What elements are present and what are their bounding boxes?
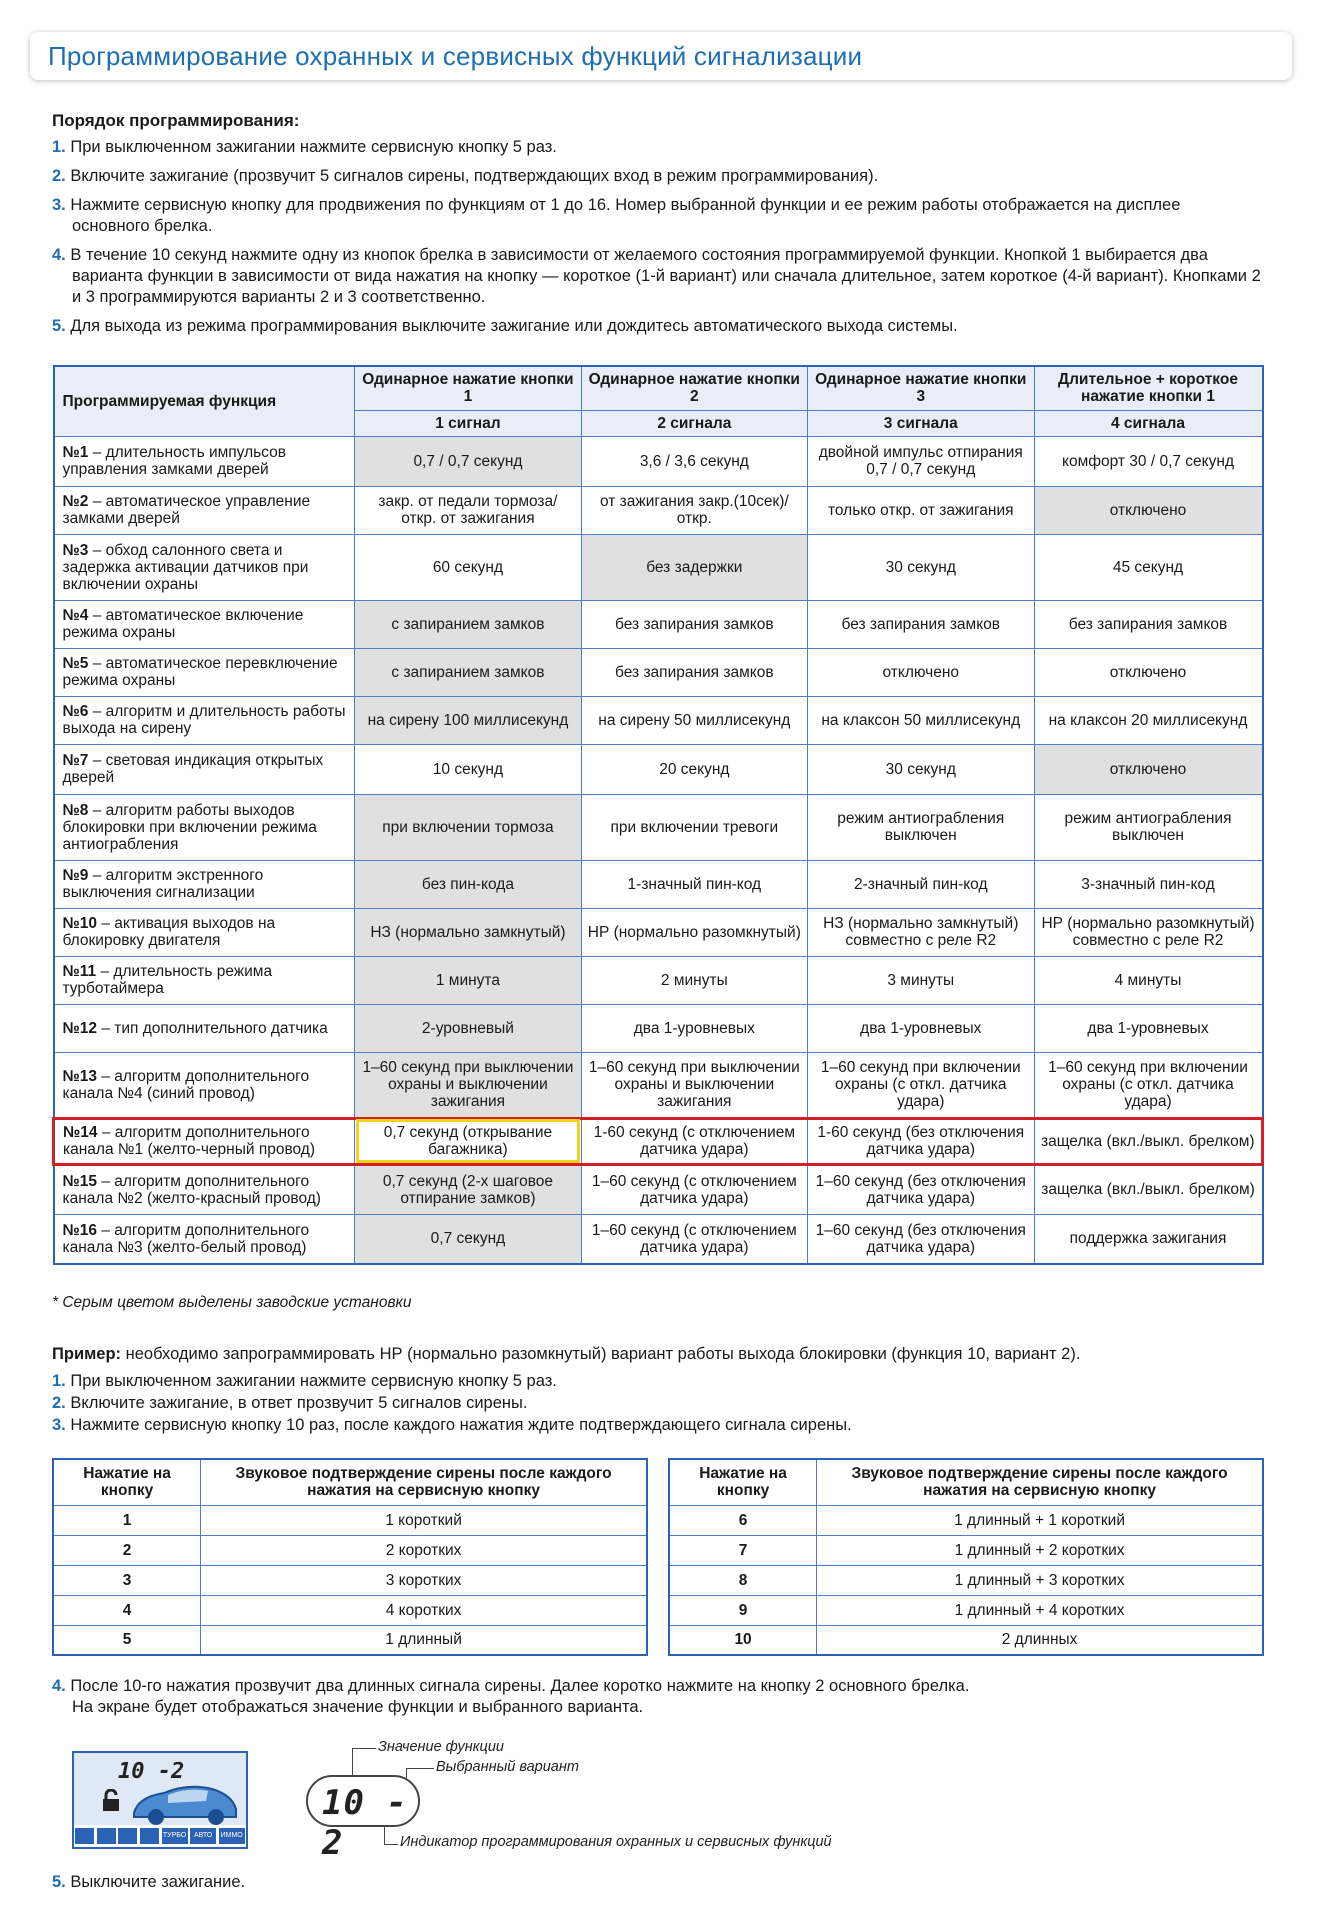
option-cell: 30 секунд — [808, 534, 1034, 600]
option-cell: без пин-кода — [355, 860, 581, 908]
functions-table — [52, 365, 1264, 1265]
option-cell: 0,7 секунд (открывание багажника) — [355, 1118, 581, 1164]
option-cell: 2-значный пин-код — [808, 860, 1034, 908]
annot-line — [384, 1826, 385, 1844]
table-row — [53, 1505, 647, 1535]
option-cell: два 1-уровневых — [1034, 1004, 1263, 1052]
step5-section — [52, 1872, 1262, 1901]
procedure-heading: Порядок программирования: — [52, 111, 300, 130]
table-row — [54, 600, 1263, 648]
annot-line — [406, 1768, 434, 1769]
press-count: 6 — [669, 1505, 817, 1535]
option-cell: 3 минуты — [808, 956, 1034, 1004]
table-row — [53, 1625, 647, 1655]
fn-header: Программируемая функция — [54, 366, 355, 436]
signal-header: 2 сигнала — [581, 410, 807, 436]
procedure-step: 5. Для выхода из режима программирования выключите зажигание или дождитесь автоматического выхода системы. — [52, 317, 958, 335]
table-row — [54, 744, 1263, 794]
function-name — [54, 908, 355, 956]
wrench-icon — [118, 1828, 137, 1844]
table-row — [53, 1535, 647, 1565]
option-cell: на клаксон 20 миллисекунд — [1034, 696, 1263, 744]
option-cell: с запиранием замков — [355, 648, 581, 696]
sound-confirmation: 1 длинный + 1 короткий — [817, 1505, 1263, 1535]
option-cell: на сирену 100 миллисекунд — [355, 696, 581, 744]
option-cell: закр. от педали тормоза/ откр. от зажигания — [355, 486, 581, 534]
option-cell: поддержка зажигания — [1034, 1214, 1263, 1264]
option-cell: отключено — [1034, 744, 1263, 794]
press-count: 4 — [53, 1595, 201, 1625]
option-cell: с запиранием замков — [355, 600, 581, 648]
function-name — [54, 1052, 355, 1118]
option-cell: 1–60 секунд (без отключения датчика удара) — [808, 1164, 1034, 1214]
sound-confirmation: 2 длинных — [817, 1625, 1263, 1655]
table-row — [54, 1052, 1263, 1118]
example-intro: Пример: необходимо запрограммировать НР (нормально разомкнутый) вариант работы выхода блокировки (функция 10, вариант 2). — [52, 1345, 1081, 1363]
table-row — [669, 1625, 1263, 1655]
function-number: №3 — [62, 541, 89, 559]
page-title-bar — [30, 32, 1292, 80]
option-cell: без запирания замков — [581, 600, 807, 648]
option-cell: двойной импульс отпирания 0,7 / 0,7 секунд — [808, 436, 1034, 486]
sound-confirmation: 3 коротких — [201, 1565, 647, 1595]
table-row — [54, 1164, 1263, 1214]
press-header: Нажатие на кнопку — [53, 1459, 201, 1505]
lock-icon — [100, 1789, 122, 1813]
example-step: 3. Нажмите сервисную кнопку 10 раз, после каждого нажатия ждите подтверждающего сигнала сирены. — [52, 1416, 852, 1434]
press-table-right — [668, 1458, 1264, 1656]
option-cell: при включении тревоги — [581, 794, 807, 860]
sound-confirmation: 1 длинный + 3 коротких — [817, 1565, 1263, 1595]
function-number: №15 — [62, 1172, 98, 1190]
press-count: 3 — [53, 1565, 201, 1595]
option-cell: НЗ (нормально замкнутый) — [355, 908, 581, 956]
function-number: №4 — [62, 607, 89, 624]
annot-line — [352, 1748, 353, 1776]
sound-confirmation: 1 длинный + 2 коротких — [817, 1535, 1263, 1565]
option-cell: 10 секунд — [355, 744, 581, 794]
function-label: – алгоритм дополнительного канала №1 (желто-черный провод) — [63, 1124, 315, 1158]
example-step: 1. При выключенном зажигании нажмите сервисную кнопку 5 раз. — [52, 1372, 557, 1390]
function-label: – автоматическое перевключение режима охраны — [62, 655, 338, 689]
option-cell: на сирену 50 миллисекунд — [581, 696, 807, 744]
table-row — [54, 486, 1263, 534]
option-cell: 1-значный пин-код — [581, 860, 807, 908]
example-step-5: 5. Выключите зажигание. — [52, 1873, 246, 1891]
option-cell: отключено — [808, 648, 1034, 696]
procedure-step: 3. Нажмите сервисную кнопку для продвижения по функциям от 1 до 16. Номер выбранной функции и ее режим работы отображается на дисплее основного брелка. — [52, 196, 1181, 235]
function-name — [54, 956, 355, 1004]
table-row — [669, 1595, 1263, 1625]
option-cell: 2 минуты — [581, 956, 807, 1004]
table-row — [54, 908, 1263, 956]
example-section — [52, 1344, 1262, 1437]
option-cell: 1-60 секунд (без отключения датчика удара) — [808, 1118, 1034, 1164]
function-number: №11 — [62, 963, 97, 980]
page-title: Программирование охранных и сервисных функций сигнализации — [48, 40, 863, 71]
function-label: – автоматическое управление замками дверей — [62, 493, 311, 527]
option-cell: НР (нормально разомкнутый) — [581, 908, 807, 956]
keyfob-display — [72, 1751, 248, 1849]
function-number: №10 — [62, 915, 98, 932]
function-label: – алгоритм дополнительного канала №3 (желто-белый провод) — [62, 1221, 310, 1256]
sound-confirmation: 1 короткий — [201, 1505, 647, 1535]
sound-confirmation: 2 коротких — [201, 1535, 647, 1565]
function-label: – алгоритм дополнительного канала №4 (синий провод) — [62, 1067, 310, 1102]
annot-variant: Выбранный вариант — [436, 1759, 579, 1775]
function-label: – автоматическое включение режима охраны — [62, 607, 304, 641]
option-cell: только откр. от зажигания — [808, 486, 1034, 534]
col-header: Одинарное нажатие кнопки 3 — [808, 366, 1034, 410]
sound-confirmation: 4 коротких — [201, 1595, 647, 1625]
option-cell: без запирания замков — [1034, 600, 1263, 648]
lock-small-icon — [97, 1828, 116, 1844]
option-cell: 0,7 секунд (2-х шаговое отпирание замков) — [355, 1164, 581, 1214]
table-row — [54, 1118, 1263, 1164]
procedure-section — [52, 110, 1262, 345]
option-cell: два 1-уровневых — [808, 1004, 1034, 1052]
option-cell: 1–60 секунд (без отключения датчика удара) — [808, 1214, 1034, 1264]
press-header: Нажатие на кнопку — [669, 1459, 817, 1505]
function-number: №1 — [62, 444, 89, 461]
function-name — [54, 1164, 355, 1214]
table-row — [53, 1595, 647, 1625]
option-cell: 45 секунд — [1034, 534, 1263, 600]
sound-header: Звуковое подтверждение сирены после каждого нажатия на сервисную кнопку — [201, 1459, 647, 1505]
auto-indicator: АВТО — [190, 1828, 216, 1844]
signal-header: 4 сигнала — [1034, 410, 1263, 436]
function-name — [54, 534, 355, 600]
door-icon — [140, 1828, 159, 1844]
option-cell: 3-значный пин-код — [1034, 860, 1263, 908]
function-label: – активация выходов на блокировку двигателя — [62, 915, 276, 949]
annot-line — [406, 1768, 407, 1778]
option-cell: два 1-уровневых — [581, 1004, 807, 1052]
table-row — [54, 1214, 1263, 1264]
press-count: 1 — [53, 1505, 201, 1535]
table-row — [54, 534, 1263, 600]
function-number: №14 — [63, 1124, 98, 1141]
press-count: 7 — [669, 1535, 817, 1565]
table-row — [669, 1535, 1263, 1565]
tools-icon — [75, 1828, 94, 1844]
example-step: 2. Включите зажигание, в ответ прозвучит 5 сигналов сирены. — [52, 1394, 528, 1412]
option-cell: 1 минута — [355, 956, 581, 1004]
table-row — [54, 696, 1263, 744]
option-cell: 1–60 секунд (с отключением датчика удара) — [581, 1164, 807, 1214]
function-label: – алгоритм экстренного выключения сигнализации — [62, 867, 264, 901]
annot-function: Значение функции — [378, 1739, 504, 1755]
sound-confirmation: 1 длинный — [201, 1625, 647, 1655]
function-name — [54, 600, 355, 648]
option-cell: 30 секунд — [808, 744, 1034, 794]
option-cell: отключено — [1034, 486, 1263, 534]
function-number: №13 — [62, 1067, 98, 1085]
table-row — [669, 1505, 1263, 1535]
option-cell: 0,7 секунд — [355, 1214, 581, 1264]
press-count: 8 — [669, 1565, 817, 1595]
annot-line — [352, 1748, 376, 1749]
table-row — [54, 794, 1263, 860]
press-count: 10 — [669, 1625, 817, 1655]
function-name — [54, 860, 355, 908]
function-number: №6 — [62, 703, 89, 720]
example-step-4: 4. После 10-го нажатия прозвучит два длинных сигнала сирены. Далее коротко нажмите на кнопку 2 основного брелка. На экране будет отображаться значение функции и выбранного варианта. — [52, 1677, 970, 1716]
option-cell: 1–60 секунд при выключении охраны и выключении зажигания — [355, 1052, 581, 1118]
table-row — [669, 1565, 1263, 1595]
table-row — [53, 1565, 647, 1595]
option-cell: режим антиограбления выключен — [1034, 794, 1263, 860]
table-row — [54, 648, 1263, 696]
sound-confirmation: 1 длинный + 4 коротких — [817, 1595, 1263, 1625]
function-number: №9 — [62, 867, 89, 884]
function-label: – алгоритм работы выходов блокировки при включении режима антиограбления — [62, 801, 317, 853]
table-row — [54, 956, 1263, 1004]
option-cell: режим антиограбления выключен — [808, 794, 1034, 860]
option-cell: комфорт 30 / 0,7 секунд — [1034, 436, 1263, 486]
procedure-step: 4. В течение 10 секунд нажмите одну из кнопок брелка в зависимости от желаемого состояния программируемой функции. Кнопкой 1 выбирается два варианта функции в зависимости от вида нажатия на кнопку — короткое (1-й вариант) или сначала длительное, затем короткое (4-й вариант). Кнопками 2 и 3 программируются варианты 2 и 3 соответственно. — [52, 246, 1261, 306]
option-cell: без запирания замков — [581, 648, 807, 696]
table-row — [54, 860, 1263, 908]
option-cell: без запирания замков — [808, 600, 1034, 648]
option-cell: 1–60 секунд (с отключением датчика удара) — [581, 1214, 807, 1264]
function-label: – обход салонного света и задержка активации датчиков при включении охраны — [62, 541, 309, 593]
function-number: №16 — [62, 1221, 98, 1239]
function-name — [54, 696, 355, 744]
function-label: – алгоритм и длительность работы выхода на сирену — [62, 703, 346, 737]
function-name — [54, 486, 355, 534]
option-cell: 3,6 / 3,6 секунд — [581, 436, 807, 486]
immo-indicator: ИММО — [219, 1828, 245, 1844]
option-cell: 60 секунд — [355, 534, 581, 600]
footnote: * Серым цветом выделены заводские установки — [52, 1294, 412, 1311]
function-number: №2 — [62, 493, 89, 510]
press-count: 9 — [669, 1595, 817, 1625]
press-count: 2 — [53, 1535, 201, 1565]
display-digits: 10 -2 — [118, 1759, 185, 1784]
signal-header: 3 сигнала — [808, 410, 1034, 436]
function-label: – алгоритм дополнительного канала №2 (желто-красный провод) — [62, 1172, 321, 1207]
step4-section — [52, 1676, 1262, 1720]
function-number: №7 — [62, 752, 89, 769]
col-header: Одинарное нажатие кнопки 2 — [581, 366, 807, 410]
function-name — [54, 794, 355, 860]
press-count: 5 — [53, 1625, 201, 1655]
procedure-step: 1. При выключенном зажигании нажмите сервисную кнопку 5 раз. — [52, 138, 557, 156]
function-name — [54, 648, 355, 696]
signal-header: 1 сигнал — [355, 410, 581, 436]
col-header: Длительное + короткое нажатие кнопки 1 — [1034, 366, 1263, 410]
annot-indicator: Индикатор программирования охранных и сервисных функций — [400, 1834, 832, 1850]
table-row — [54, 436, 1263, 486]
option-cell: 2-уровневый — [355, 1004, 581, 1052]
function-number: №8 — [62, 801, 89, 819]
option-cell: отключено — [1034, 648, 1263, 696]
option-cell: защелка (вкл./выкл. брелком) — [1034, 1118, 1263, 1164]
function-label: – длительность режима турботаймера — [62, 963, 273, 997]
option-cell: защелка (вкл./выкл. брелком) — [1034, 1164, 1263, 1214]
option-cell: 4 минуты — [1034, 956, 1263, 1004]
option-cell: от зажигания закр.(10сек)/ откр. — [581, 486, 807, 534]
option-cell: НЗ (нормально замкнутый) совместно с реле R2 — [808, 908, 1034, 956]
option-cell: 0,7 / 0,7 секунд — [355, 436, 581, 486]
col-header: Одинарное нажатие кнопки 1 — [355, 366, 581, 410]
function-name — [54, 744, 355, 794]
function-label: – тип дополнительного датчика — [97, 1019, 328, 1037]
function-name — [54, 1004, 355, 1052]
car-icon — [128, 1775, 240, 1827]
turbo-indicator: ТУРБО — [162, 1828, 188, 1844]
function-name — [54, 436, 355, 486]
sound-header: Звуковое подтверждение сирены после каждого нажатия на сервисную кнопку — [817, 1459, 1263, 1505]
function-label: – длительность импульсов управления замками дверей — [62, 444, 286, 478]
function-name — [54, 1214, 355, 1264]
option-cell: 1–60 секунд при включении охраны (с откл. датчика удара) — [808, 1052, 1034, 1118]
option-cell: без задержки — [581, 534, 807, 600]
function-name — [54, 1118, 355, 1164]
option-cell: 1-60 секунд (с отключением датчика удара) — [581, 1118, 807, 1164]
function-label: – световая индикация открытых дверей — [62, 752, 324, 786]
press-table-left — [52, 1458, 648, 1656]
option-cell: 1–60 секунд при включении охраны (с откл. датчика удара) — [1034, 1052, 1263, 1118]
display-closeup — [306, 1775, 420, 1863]
option-cell: НР (нормально разомкнутый) совместно с реле R2 — [1034, 908, 1263, 956]
option-cell: 1–60 секунд при выключении охраны и выключении зажигания — [581, 1052, 807, 1118]
function-number: №5 — [62, 655, 89, 672]
function-number: №12 — [62, 1019, 98, 1037]
indicator-strip — [74, 1825, 246, 1847]
display-big-digits: 10 - 2 — [322, 1783, 408, 1863]
option-cell: на клаксон 50 миллисекунд — [808, 696, 1034, 744]
option-cell: 20 секунд — [581, 744, 807, 794]
annot-line — [384, 1844, 398, 1845]
table-row — [54, 1004, 1263, 1052]
option-cell: при включении тормоза — [355, 794, 581, 860]
procedure-step: 2. Включите зажигание (прозвучит 5 сигналов сирены, подтверждающих вход в режим программирования). — [52, 167, 879, 185]
